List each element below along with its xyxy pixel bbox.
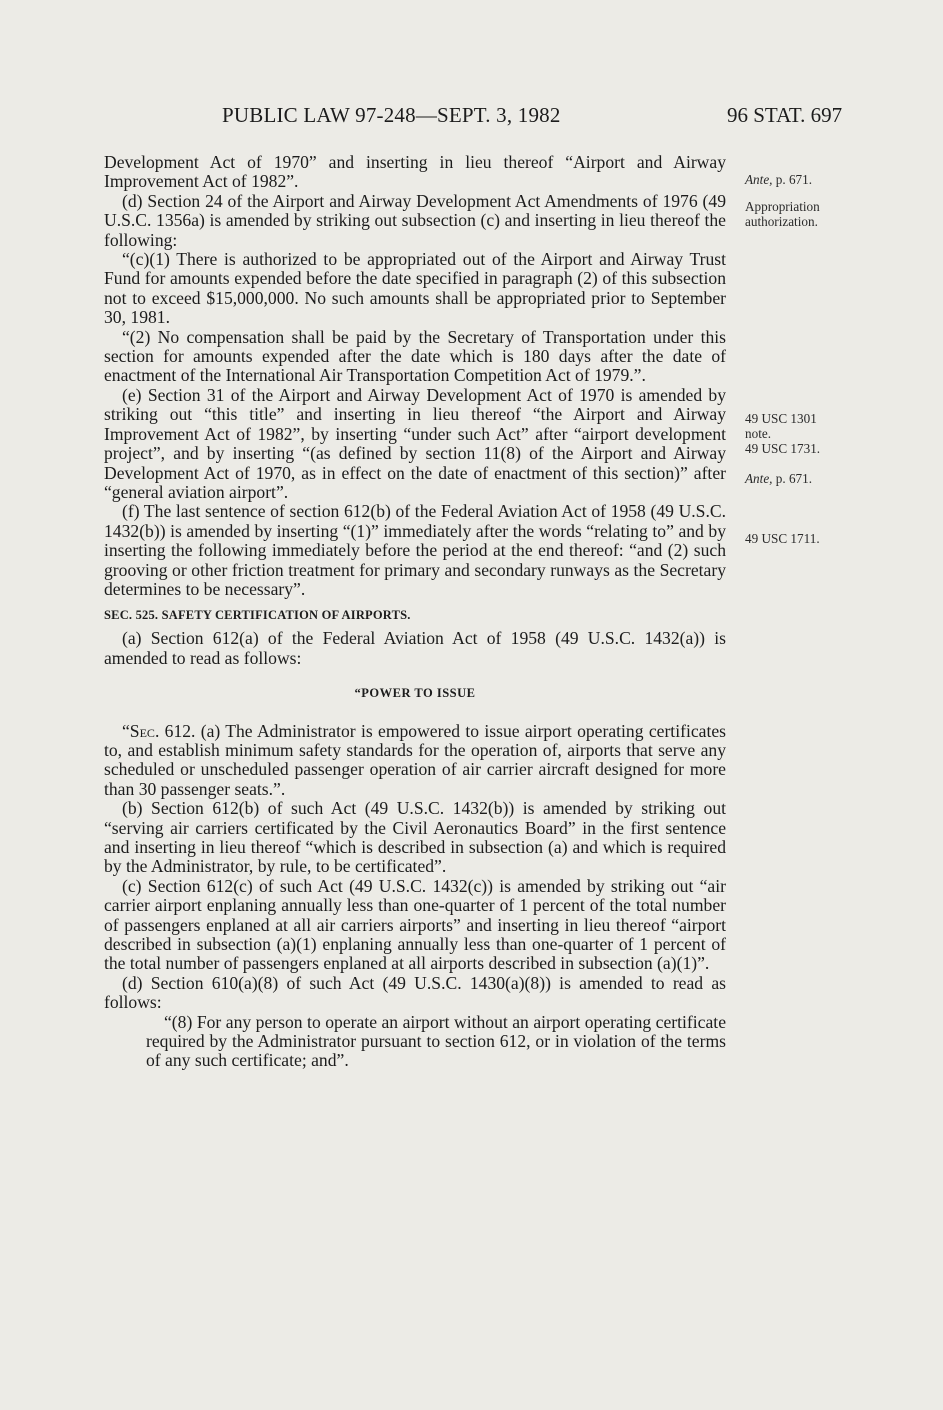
- margin-note-usc-1711: 49 USC 1711.: [745, 531, 820, 546]
- margin-text: p. 671.: [772, 471, 813, 486]
- paragraph: (d) Section 24 of the Airport and Airway Development Act Amendments of 1976 (49 U.S.C. 1356a) is amended by striking out subsection (c) and inserting in lieu thereof the following:: [104, 190, 726, 250]
- margin-text: p. 671.: [772, 172, 813, 187]
- small-caps-run: ec: [139, 720, 155, 741]
- margin-line: authorization.: [745, 214, 818, 229]
- paragraph: “(2) No compensation shall be paid by the Secretary of Transportation under this section for amounts expended after the date which is 180 days after the date of enactment of the International Air Transportation Competition Act of 1979.”.: [104, 326, 726, 386]
- paragraph: “(c)(1) There is authorized to be appropriated out of the Airport and Airway Trust Fund for amounts expended before the date specified in paragraph (2) of this subsection not to exceed $15,000,000. No such amounts shall be appropriated prior to September 30, 1981.: [104, 249, 726, 328]
- paragraph: (d) Section 610(a)(8) of such Act (49 U.S.C. 1430(a)(8)) is amended to read as follows:: [104, 972, 726, 1013]
- margin-note-appropriation: [745, 199, 820, 229]
- centered-heading: “POWER TO ISSUE: [354, 686, 476, 701]
- paragraph: (a) Section 612(a) of the Federal Aviation Act of 1958 (49 U.S.C. 1432(a)) is amended to read as follows:: [104, 628, 726, 668]
- quoted-paragraph: “(8) For any person to operate an airport without an airport operating certificate required by the Administrator pursuant to section 612, or in violation of the terms of any such certificate; and”.: [146, 1011, 726, 1071]
- margin-note-ante-2: [745, 471, 812, 486]
- paragraph: (e) Section 31 of the Airport and Airway Development Act of 1970 is amended by striking out “this title” and inserting in lieu thereof “the Airport and Airway Improvement Act of 1982”, by inserting “under such Act” after “airport development project”, and by inserting “(as defined by section 11(8) of the Airport and Airway Development Act of 1970, as in effect on the date of enactment of this section)” after “general aviation airport”.: [104, 384, 726, 502]
- margin-line: 49 USC 1731.: [745, 441, 821, 456]
- paragraph: (f) The last sentence of section 612(b) of the Federal Aviation Act of 1958 (49 U.S.C. 1432(b)) is amended by inserting “(1)” immediately after the words “relating to” and by inserting the following immediately before the period at the end thereof: “and (2) such grooving or other friction treatment for primary and secondary runways as the Secretary determines to be necessary”.: [104, 501, 726, 599]
- margin-note-ante: [745, 172, 812, 187]
- margin-line: 49 USC 1301: [745, 411, 817, 426]
- margin-line: Appropriation: [745, 199, 820, 214]
- paragraph: (b) Section 612(b) of such Act (49 U.S.C. 1432(b)) is amended by striking out “serving air carriers certificated by the Civil Aeronautics Board” in the first sentence and inserting in lieu thereof “which is described in subsection (a) and which is required by the Administrator, by rule, to be certificated”.: [104, 798, 726, 877]
- section-heading: SEC. 525. SAFETY CERTIFICATION OF AIRPORTS.: [104, 608, 411, 623]
- margin-note-usc-1301: [745, 411, 820, 456]
- paragraph: (c) Section 612(c) of such Act (49 U.S.C. 1432(c)) is amended by striking out “air carrier airport enplaning annually less than one-quarter of 1 percent of the total number of passengers enplaned at all air carriers airports” and inserting in lieu thereof “airport described in subsection (a)(1) enplaning annually less than one-quarter of 1 percent of the total number of passengers enplaned at all airports described in subsection (a)(1)”.: [104, 875, 726, 974]
- paragraph: [104, 722, 726, 800]
- margin-italic: Ante,: [745, 471, 773, 486]
- running-header: PUBLIC LAW 97-248—SEPT. 3, 1982: [222, 103, 561, 127]
- statute-page-number: 96 STAT. 697: [727, 103, 843, 127]
- main-text: [104, 153, 726, 1071]
- text-run: . 612. (a) The Administrator is empowered to issue airport operating certificates to, and establish minimum safety standards for the operation of, airports that serve any scheduled or unscheduled passenger operation of air carrier aircraft designed for more than 30 passenger seats.”.: [104, 720, 726, 799]
- text-run: “S: [122, 720, 140, 741]
- paragraph: Development Act of 1970” and inserting in lieu thereof “Airport and Airway Improvement Act of 1982”.: [104, 152, 726, 192]
- margin-italic: Ante,: [745, 172, 773, 187]
- margin-line: note.: [745, 426, 772, 441]
